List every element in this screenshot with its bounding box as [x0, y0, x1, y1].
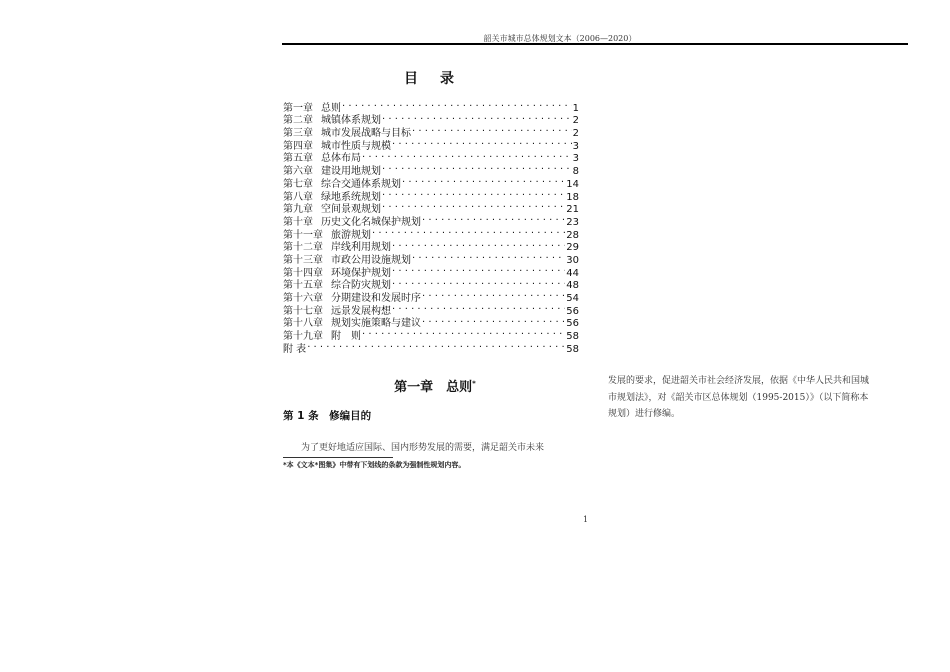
toc-chapter-number: 第七章 — [283, 178, 313, 190]
header-rule — [282, 43, 908, 45]
toc-page-number: 58 — [566, 343, 579, 355]
toc-page-number: 28 — [566, 229, 579, 241]
toc-dot-leader — [382, 161, 572, 174]
toc-chapter-number: 第八章 — [283, 191, 313, 203]
footnote-marker: * — [472, 379, 476, 388]
footnote: *本《文本*图集》中带有下划线的条款为强制性规划内容。 — [283, 461, 466, 469]
toc-chapter-number: 第十六章 — [283, 293, 323, 304]
toc-chapter-number: 第四章 — [283, 140, 313, 152]
paragraph-left-column: 为了更好地适应国际、国内形势发展的需要，满足韶关市未来 — [301, 443, 545, 453]
toc-chapter-title: 环境保护规划 — [331, 267, 391, 279]
toc-entry[interactable] — [283, 288, 579, 304]
paragraph-line: 市规划法》，对《韶关市区总体规划（1995-2015）》（以下简称本 — [608, 392, 869, 403]
toc-dot-leader — [402, 174, 565, 187]
toc-chapter-title: 绿地系统规划 — [321, 191, 381, 203]
toc-chapter-title: 规划实施策略与建议 — [331, 318, 421, 330]
toc-dot-leader — [342, 98, 572, 111]
toc-dot-leader — [392, 263, 565, 276]
toc-chapter-title: 总体布局 — [321, 153, 361, 165]
paragraph-line: 发展的要求，促进韶关市社会经济发展，依据《中华人民共和国城 — [608, 376, 870, 386]
toc-page-number: 3 — [572, 140, 579, 152]
article-heading: 第 1 条 修编目的 — [283, 410, 372, 422]
toc-dot-leader — [422, 314, 565, 327]
toc-chapter-title: 城镇体系规划 — [321, 115, 381, 127]
toc-chapter-number: 第九章 — [283, 204, 313, 216]
toc-dot-leader — [382, 187, 565, 200]
toc-entry[interactable] — [283, 314, 579, 330]
toc-page-number: 56 — [566, 305, 579, 317]
toc-dot-leader — [362, 149, 572, 162]
toc-page-number: 2 — [572, 128, 579, 140]
toc-chapter-number: 第十三章 — [283, 254, 323, 266]
toc-chapter-number: 第十章 — [283, 216, 313, 228]
toc-dot-leader — [362, 326, 565, 339]
toc-chapter-number: 第六章 — [283, 166, 313, 178]
toc-chapter-number: 第十九章 — [283, 331, 323, 343]
toc-page-number: 14 — [566, 178, 579, 190]
toc-chapter-title: 市政公用设施规划 — [331, 254, 411, 266]
toc-chapter-number: 第十八章 — [283, 318, 323, 330]
toc-chapter-title: 总则 — [321, 102, 341, 114]
toc-entry[interactable] — [283, 238, 579, 254]
toc-dot-leader — [392, 136, 572, 149]
toc-chapter-number: 第十四章 — [283, 267, 323, 279]
toc-dot-leader — [422, 288, 565, 301]
toc-chapter-title: 历史文化名城保护规划 — [321, 216, 421, 228]
toc-page-number: 8 — [572, 166, 579, 178]
toc-entry[interactable] — [283, 326, 579, 343]
toc-chapter-number: 第三章 — [283, 128, 313, 140]
toc-chapter-title: 旅游规划 — [331, 229, 371, 241]
toc-chapter-number: 第十五章 — [283, 280, 323, 292]
toc-page-number: 58 — [566, 331, 579, 343]
toc-chapter-title: 附 则 — [331, 331, 361, 343]
toc-chapter-number: 第十一章 — [283, 229, 323, 241]
toc-page-number: 30 — [566, 254, 579, 266]
toc-page-number: 54 — [566, 293, 579, 304]
toc-page-number: 56 — [566, 318, 579, 330]
toc-chapter-number: 第十七章 — [283, 305, 323, 317]
toc-entry[interactable] — [283, 301, 579, 317]
footnote-rule — [283, 457, 393, 458]
page-header-text: 韶关市城市总体规划文本（2006—2020） — [483, 34, 637, 43]
toc-chapter-title: 综合防灾规划 — [331, 280, 391, 292]
toc-chapter-number: 附 表 — [283, 343, 307, 355]
toc-chapter-title: 城市发展战略与目标 — [321, 128, 411, 140]
toc-title: 目 录 — [404, 71, 458, 87]
toc-chapter-number: 第五章 — [283, 153, 313, 165]
toc-dot-leader — [372, 225, 565, 238]
toc-dot-leader — [392, 238, 565, 251]
toc-chapter-title: 岸线利用规划 — [331, 242, 391, 254]
toc-dot-leader — [382, 111, 572, 124]
toc-page-number: 3 — [572, 153, 579, 165]
toc-entry[interactable] — [283, 339, 579, 355]
toc-dot-leader — [382, 200, 565, 213]
toc-chapter-title: 空间景观规划 — [321, 204, 381, 216]
paragraph-line: 规划）进行修编。 — [608, 409, 681, 419]
toc-dot-leader — [422, 212, 565, 225]
toc-chapter-title: 城市性质与规模 — [321, 140, 391, 152]
toc-page-number: 18 — [566, 191, 579, 203]
toc-chapter-number: 第二章 — [283, 115, 313, 127]
toc-chapter-number: 第一章 — [283, 102, 313, 114]
toc-dot-leader — [392, 276, 565, 289]
toc-dot-leader — [392, 301, 565, 314]
toc-page-number: 1 — [572, 102, 579, 114]
toc-chapter-title: 远景发展构想 — [331, 305, 391, 317]
toc-dot-leader — [412, 250, 565, 263]
toc-page-number: 29 — [566, 242, 579, 254]
toc-page-number: 44 — [566, 267, 579, 279]
table-of-contents — [283, 98, 579, 355]
toc-entry[interactable] — [283, 263, 579, 279]
toc-chapter-title: 综合交通体系规划 — [321, 178, 401, 190]
toc-page-number: 21 — [566, 204, 579, 216]
toc-chapter-title: 分期建设和发展时序 — [331, 293, 421, 304]
toc-entry[interactable] — [283, 98, 579, 114]
chapter-title: 第一章 总则 — [394, 380, 473, 395]
toc-chapter-number: 第十二章 — [283, 242, 323, 254]
toc-page-number: 2 — [572, 115, 579, 127]
toc-page-number: 48 — [566, 280, 579, 292]
toc-chapter-title: 建设用地规划 — [321, 166, 381, 178]
toc-dot-leader — [307, 339, 565, 352]
toc-entry[interactable] — [283, 276, 579, 292]
toc-dot-leader — [412, 123, 572, 136]
page-number: 1 — [583, 515, 589, 524]
toc-page-number: 23 — [566, 216, 579, 228]
toc-entry[interactable] — [283, 250, 579, 266]
chapter-heading — [360, 376, 510, 395]
paragraph-right-column — [608, 373, 908, 423]
